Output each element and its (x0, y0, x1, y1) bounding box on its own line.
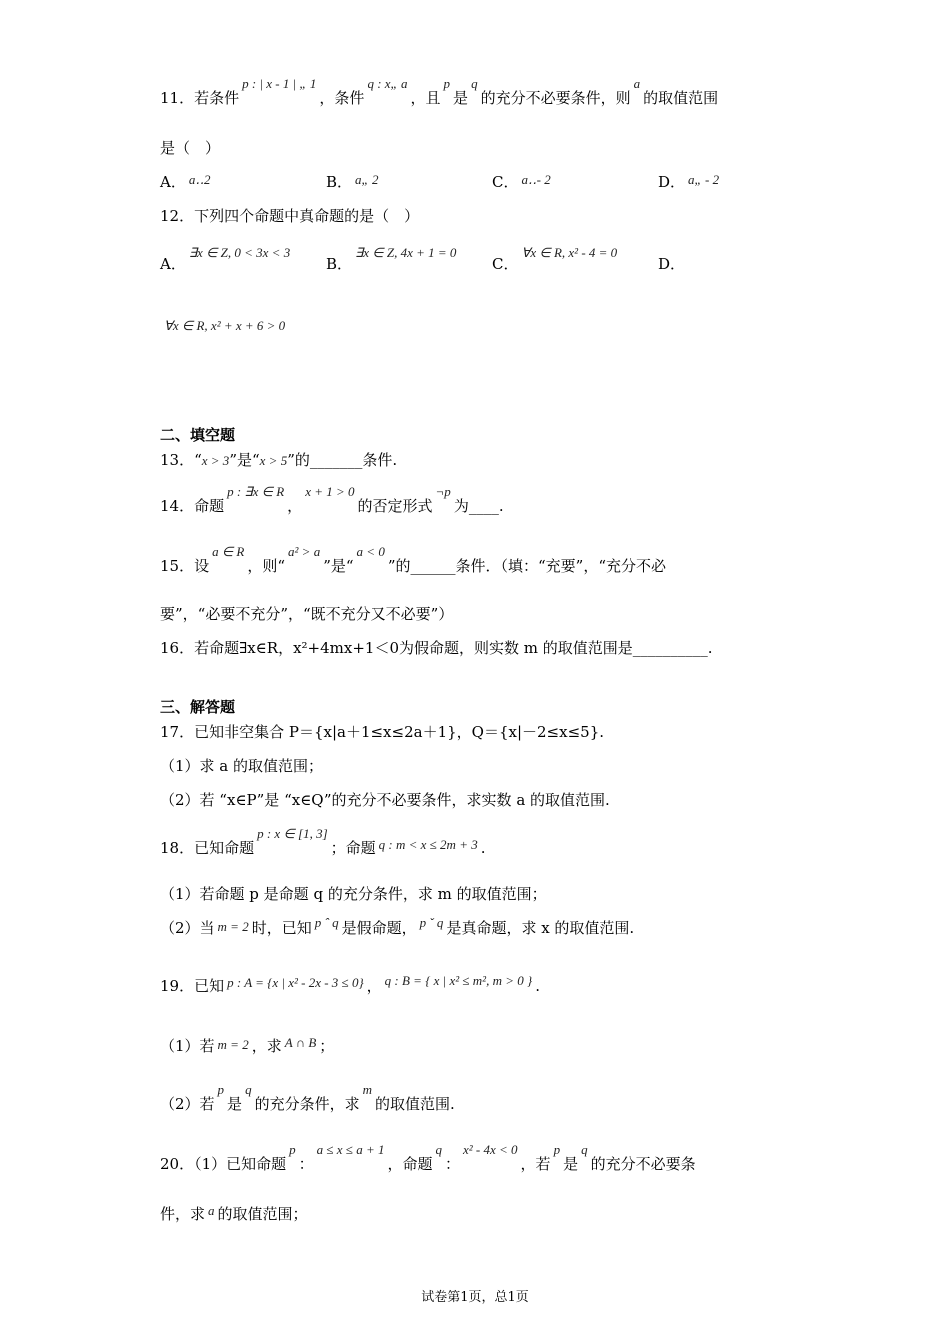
q15-line1: 15．设a ∈ R，则“a² > a”是“a < 0”的______条件．（填：“充要”，“充分不必 (160, 544, 667, 575)
section-answer-title: 三、解答题 (160, 698, 236, 716)
q12-option-d-math: ∀x ∈ R, x² + x + 6 > 0 (164, 318, 286, 333)
q16: 16．若命题∃x∈R，x²+4mx+1＜0为假命题，则实数 m 的取值范围是__________. (160, 639, 713, 657)
section-fill-in-title: 二、填空题 (160, 426, 236, 444)
q11-option-b: B． a„ 2 (326, 172, 379, 191)
q19-part2: （2）若p是q的充分条件，求m的取值范围. (160, 1082, 455, 1113)
q17-stem: 17．已知非空集合 P＝{x|a＋1≤x≤2a＋1}，Q＝{x|－2≤x≤5}. (160, 723, 605, 741)
q12-option-d-label: D． (658, 255, 686, 273)
q20-line2: 件，求 a 的取值范围； (160, 1203, 308, 1223)
q11-line2: 是（ ） (160, 139, 221, 157)
q12-option-a: A．∃x ∈ Z, 0 < 3x < 3 (160, 245, 291, 273)
q13: 13．“x > 3”是“x > 5”的_______条件. (160, 451, 398, 469)
q18-part1: （1）若命题 p 是命题 q 的充分条件，求 m 的取值范围； (160, 885, 547, 903)
q11-line1: 11．若条件p : | x - 1 | „ 1，条件q : x„ a，且p是q的充分不必要条件，则a的取值范围 (160, 76, 719, 107)
q20-line1: 20．（1）已知命题p：a ≤ x ≤ a + 1，命题q：x² - 4x < 0，若p是q的充分不必要条 (160, 1142, 696, 1173)
q19-part1: （1）若 m = 2 ，求 A ∩ B ； (160, 1035, 335, 1055)
q11-option-c: C． a‥- 2 (492, 172, 551, 191)
q18-part2: （2）当 m = 2 时，已知 p ˆ q 是假命题， p ˇ q 是真命题，求 x 的取值范围. (160, 915, 635, 937)
q15-line2: 要”，“必要不充分”，“既不充分又不必要”） (160, 605, 454, 623)
q11-math-q: q : x„ a (367, 76, 408, 91)
q12-option-c: C．∀x ∈ R, x² - 4 = 0 (492, 245, 618, 273)
q17-part1: （1）求 a 的取值范围； (160, 757, 324, 775)
q11-option-a: A． a‥2 (160, 172, 211, 191)
q17-part2: （2）若 “x∈P”是 “x∈Q”的充分不必要条件，求实数 a 的取值范围. (160, 791, 610, 809)
q11-option-d: D． a„ - 2 (658, 172, 720, 191)
q11-number: 11． (160, 89, 195, 107)
q11-math-p: p : | x - 1 | „ 1 (242, 76, 317, 91)
q14: 14．命题p : ∃x ∈ R，x + 1 > 0的否定形式¬p为____. (160, 484, 504, 515)
q19-stem: 19．已知 p : A = {x | x² - 2x - 3 ≤ 0} ， q : B = { x | x² ≤ m², m > 0 } . (160, 973, 540, 995)
q18-stem: 18．已知命题p : x ∈ [1, 3]；命题 q : m < x ≤ 2m + 3 . (160, 826, 486, 857)
q12-stem: 12．下列四个命题中真命题的是（ ） (160, 207, 420, 225)
page-footer: 试卷第1页，总1页 (421, 1290, 529, 1305)
q12-option-b: B．∃x ∈ Z, 4x + 1 = 0 (326, 245, 457, 273)
